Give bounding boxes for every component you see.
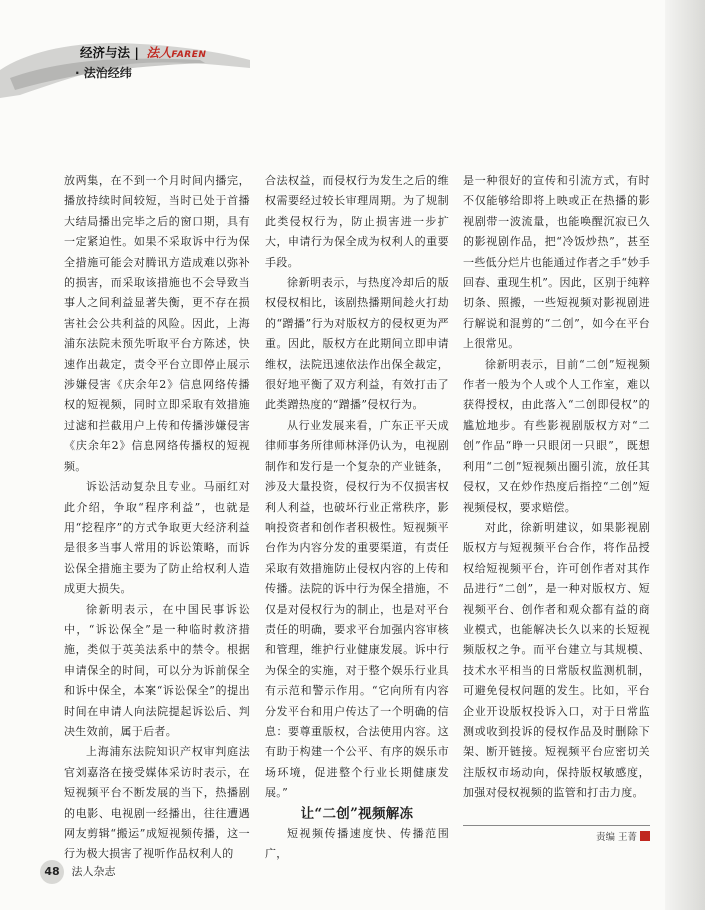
text-column-3 bbox=[463, 171, 650, 804]
paragraph: 从行业发展来看，广东正平天成律师事务所律师林泽仍认为，电视剧制作和发行是一个复杂的产业链条，涉及大量投资，侵权行为不仅损害权利人利益，也破坏行业正常秩序，影响投资者和创作者积极性。短视频平台作为内容分发的重要渠道，有责任采取有效措施防止侵权内容的上传和传播。法院的诉中行为保全措施，不仅是对侵权行为的制止，也是对平台责任的明确，要求平台加强内容审核和管理，维护行业健康发展。诉中行为保全的实施，对于整个娱乐行业具有示范和警示作用。“它向所有内容分发平台和用户传达了一个明确的信息：要尊重版权，合法使用内容。这有助于构建一个公平、有序的娱乐市场环境，促进整个行业长期健康发展。” bbox=[265, 418, 449, 800]
text-column-2 bbox=[265, 171, 449, 865]
section-name: 经济与法 bbox=[80, 45, 131, 60]
page-number: 48 bbox=[40, 860, 64, 884]
paragraph: 上海浦东法院知识产权审判庭法官刘嘉洛在接受媒体采访时表示，在短视频平台不断发展的当下，热播剧的电影、电视剧一经播出，往往遭遇网友剪辑“搬运”成短视频传播，这一行为极大损害了视听作品权利人的 bbox=[64, 745, 250, 861]
paragraph: 诉讼活动复杂且专业。马丽红对此介绍，争取“程序利益”，也就是用“挖程序”的方式争取更大经济利益是很多当事人常用的诉讼策略，而诉讼保全措施主要为了防止给权利人造成更大损失。 bbox=[64, 480, 250, 596]
paragraph: 短视频传播速度快、传播范围广， bbox=[265, 827, 449, 861]
seal-icon bbox=[640, 831, 650, 841]
text-column-1 bbox=[64, 171, 250, 865]
paragraph: 徐新明表示，目前“二创”短视频作者一般为个人或个人工作室，难以获得授权，由此落入“二创即侵权”的尴尬地步。有些影视剧版权方对“二创”作品“睁一只眼闭一只眼”，既想利用“二创”短视频出圈引流，放任其侵权，又在炒作热度后指控“二创”短视频侵权，要求赔偿。 bbox=[463, 357, 650, 514]
paragraph: 是一种很好的宣传和引流方式，有时不仅能够给即将上映或正在热播的影视剧带一波流量，也能唤醒沉寂已久的影视剧作品，把“冷饭炒热”，甚至一些低分烂片也能通过作者之手“妙手回春、重现生机”。因此，区别于纯粹切条、照搬，一些短视频对影视剧进行解说和混剪的“二创”，如今在平台上很常见。 bbox=[463, 174, 650, 351]
page-fold-shadow bbox=[665, 0, 705, 910]
paragraph: 对此，徐新明建议，如果影视剧版权方与短视频平台合作，将作品授权给短视频平台，许可创作者对其作品进行“二创”，是一种对版权方、短视频平台、创作者和观众都有益的商业模式，也能解决长久以来的长短视频版权之争。而平台建立与其规模、技术水平相当的日常版权监测机制，可避免侵权问题的发生。比如，平台企业开设版权投诉入口，对于日常监测或收到投诉的侵权作品及时删除下架、断开链接。短视频平台应密切关注版权市场动向，保持版权敏感度，加强对侵权视频的监管和打击力度。 bbox=[463, 520, 650, 800]
magazine-name: 法人杂志 bbox=[71, 865, 116, 878]
paragraph: 徐新明表示，在中国民事诉讼中，“诉讼保全”是一种临时救济措施，类似于英美法系中的禁令。根据申请保全的时间，可以分为诉前保全和诉中保全，本案“诉讼保全”的提出时间在申请人向法院提起诉讼后、判决生效前，属于后者。 bbox=[64, 602, 250, 738]
section-title bbox=[80, 43, 206, 61]
section-heading: 让“二创”视频解冻 bbox=[300, 805, 414, 822]
brand-logo: 法人FAREN bbox=[146, 45, 207, 60]
subsection-title: · 法治经纬 bbox=[75, 66, 132, 80]
page-footer bbox=[40, 860, 116, 884]
paragraph: 合法权益，而侵权行为发生之后的维权需要经过较长审理周期。为了规制此类侵权行为，防止损害进一步扩大，申请行为保全成为权利人的重要手段。 bbox=[265, 174, 449, 269]
paragraph: 徐新明表示，与热度冷却后的版权侵权相比，该剧热播期间趁火打劫的“蹭播”行为对版权方的侵权更为严重。因此，版权方在此期间立即申请维权，法院迅速依法作出保全裁定，很好地平衡了双方利益，有效打击了此类蹭热度的“蹭播”侵权行为。 bbox=[265, 276, 449, 412]
editor-credit: 责编 王菁 bbox=[463, 825, 650, 843]
divider: | bbox=[134, 45, 139, 60]
paragraph: 放两集，在不到一个月时间内播完，播放持续时间较短，当时已处于首播大结局播出完毕之后的窗口期，具有一定紧迫性。如果不采取诉中行为保全措施可能会对腾讯方造成难以弥补的损害，而采取该措施也不会导致当事人之间利益显著失衡，更不存在损害社会公共利益的风险。因此，上海浦东法院未预先听取平台方陈述，快速作出裁定，责令平台立即停止展示涉嫌侵害《庆余年2》信息网络传播权的短视频，同时立即采取有效措施过滤和拦截用户上传和传播涉嫌侵害《庆余年2》信息网络传播权的短视频。 bbox=[64, 174, 250, 473]
